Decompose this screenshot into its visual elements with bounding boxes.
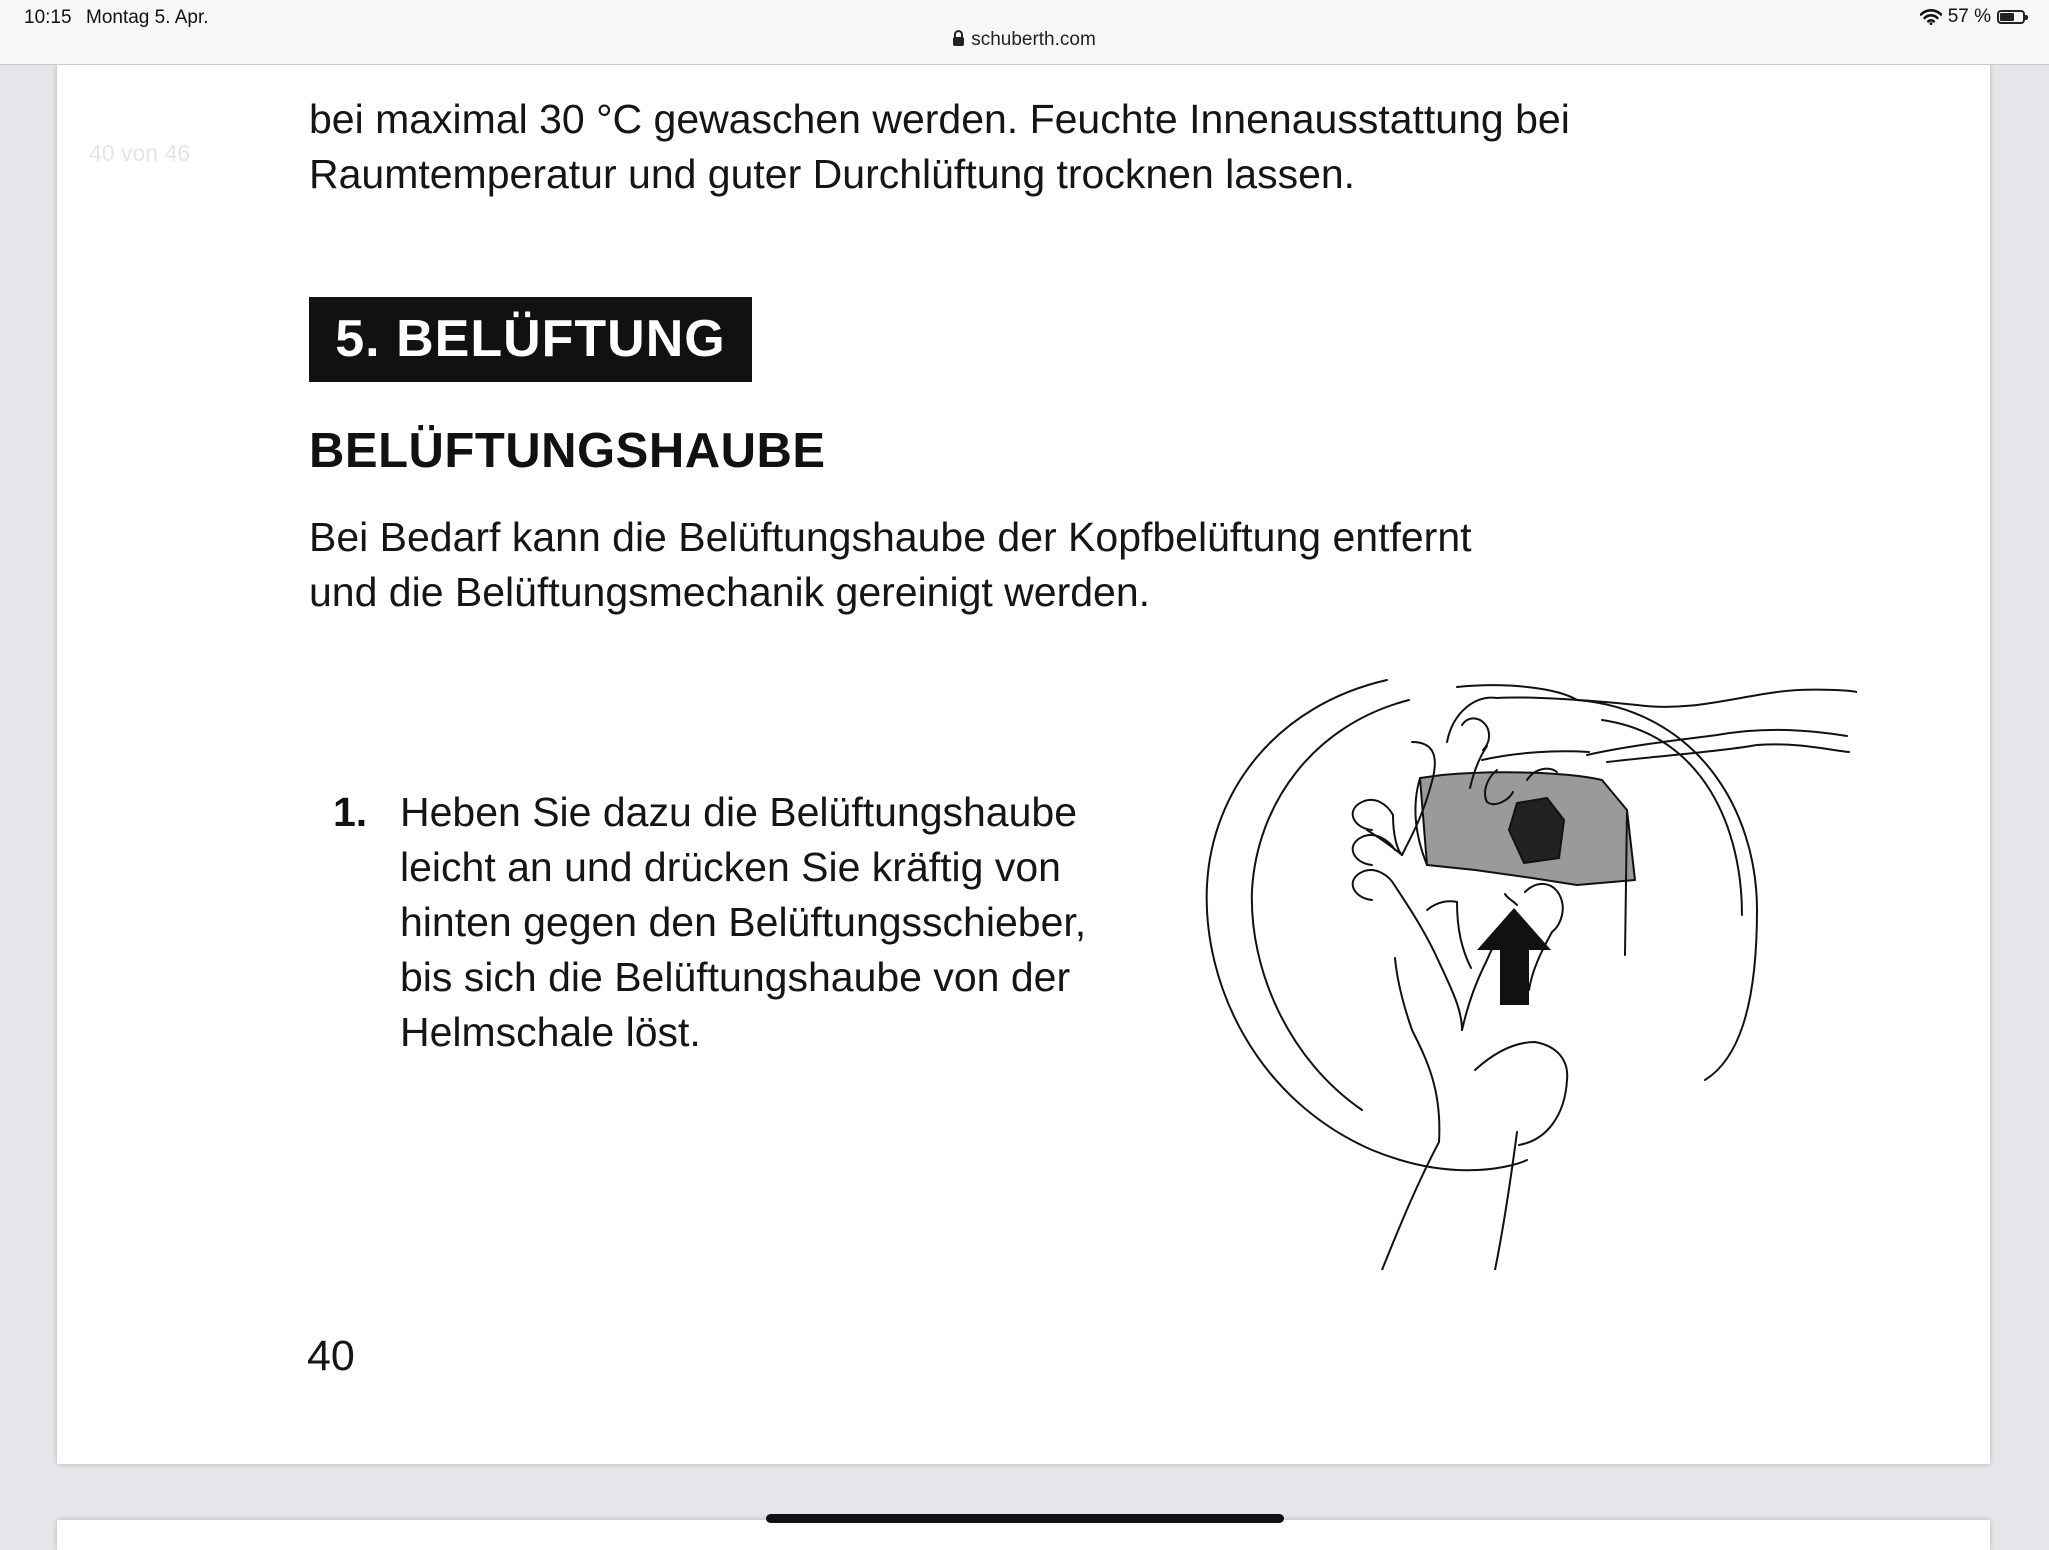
step-line: Heben Sie dazu die Belüftungshaube [400, 789, 1078, 835]
address-bar[interactable] [0, 29, 2049, 51]
step-line: Helmschale löst. [400, 1009, 701, 1055]
helmet-shell-inner [1252, 700, 1409, 1110]
status-bar [0, 0, 2049, 65]
status-indicators [1920, 6, 2025, 28]
battery-tip [2025, 15, 2028, 20]
intro-paragraph [309, 92, 1570, 202]
helmet-vent-illustration [1157, 530, 1857, 1270]
step-line: hinten gegen den Belüftungsschieber, [400, 899, 1087, 945]
lower-hand [1382, 958, 1439, 1270]
status-date: Montag 5. Apr. [86, 7, 209, 28]
page-number: 40 [307, 1332, 355, 1380]
description-line: Bei Bedarf kann die Belüftungshaube der Kopfbelüftung entfernt [309, 514, 1472, 560]
home-indicator[interactable] [766, 1514, 1284, 1523]
pdf-page[interactable] [57, 30, 1990, 1464]
status-time: 10:15 [24, 7, 72, 28]
battery-level [2000, 13, 2014, 21]
step-instruction [400, 785, 1086, 1060]
helmet-shell-outline [1207, 680, 1527, 1170]
wifi-icon [1920, 9, 1942, 25]
url-text[interactable]: schuberth.com [971, 29, 1096, 50]
page-counter: 40 von 46 [89, 140, 191, 166]
description-paragraph [309, 510, 1472, 620]
section-heading: 5. BELÜFTUNG [309, 297, 752, 382]
subsection-heading: BELÜFTUNGSHAUBE [309, 424, 826, 478]
description-line: und die Belüftungsmechanik gereinigt werden. [309, 569, 1151, 615]
lock-icon [953, 37, 964, 46]
battery-percent: 57 % [1947, 6, 1991, 27]
battery-icon [1997, 10, 2025, 24]
intro-line: bei maximal 30 °C gewaschen werden. Feuchte Innenausstattung bei [309, 96, 1570, 142]
next-pdf-page[interactable] [57, 1520, 1990, 1550]
step-line: leicht an und drücken Sie kräftig von [400, 844, 1061, 890]
step-number: 1. [333, 789, 368, 835]
upper-hand [1447, 690, 1857, 742]
intro-line: Raumtemperatur und guter Durchlüftung trocknen lassen. [309, 151, 1356, 197]
helmet-shell-right [1577, 700, 1757, 1080]
step-line: bis sich die Belüftungshaube von der [400, 954, 1071, 1000]
